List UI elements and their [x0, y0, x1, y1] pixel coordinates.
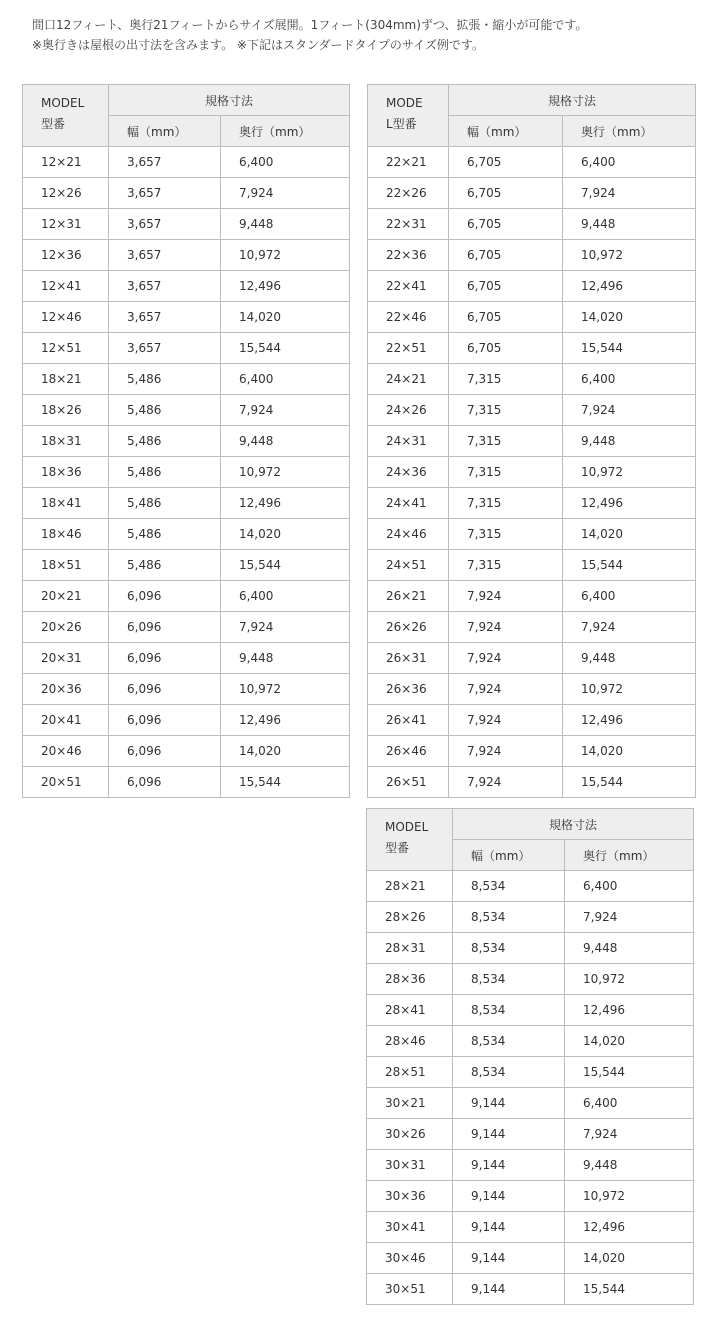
table-row	[368, 488, 696, 519]
table-body	[368, 147, 696, 798]
table-row	[23, 705, 350, 736]
depth-cell: 10,972	[221, 674, 350, 705]
width-header: 幅（mm）	[449, 116, 563, 147]
table-row	[23, 767, 350, 798]
width-cell: 6,705	[449, 302, 563, 333]
width-cell: 7,315	[449, 426, 563, 457]
width-cell: 7,315	[449, 519, 563, 550]
table-row	[368, 364, 696, 395]
model-cell: 18×31	[23, 426, 109, 457]
table-row	[368, 457, 696, 488]
depth-cell: 7,924	[221, 612, 350, 643]
width-cell: 7,924	[449, 581, 563, 612]
width-cell: 3,657	[109, 178, 221, 209]
depth-cell: 9,448	[221, 209, 350, 240]
depth-cell: 6,400	[221, 147, 350, 178]
model-cell: 24×31	[368, 426, 449, 457]
table-row	[23, 643, 350, 674]
model-cell: 20×41	[23, 705, 109, 736]
width-cell: 3,657	[109, 271, 221, 302]
model-cell: 22×31	[368, 209, 449, 240]
table-row	[23, 271, 350, 302]
width-cell: 9,144	[453, 1181, 565, 1212]
depth-cell: 15,544	[221, 333, 350, 364]
width-cell: 7,315	[449, 395, 563, 426]
table-row	[367, 1150, 694, 1181]
width-cell: 6,705	[449, 147, 563, 178]
table-row	[367, 902, 694, 933]
depth-cell: 10,972	[221, 240, 350, 271]
table-row	[367, 1181, 694, 1212]
model-cell: 20×31	[23, 643, 109, 674]
depth-cell: 10,972	[565, 964, 694, 995]
model-cell: 26×26	[368, 612, 449, 643]
width-cell: 6,096	[109, 674, 221, 705]
model-cell: 24×46	[368, 519, 449, 550]
width-cell: 5,486	[109, 364, 221, 395]
table-row	[368, 426, 696, 457]
table-row	[368, 240, 696, 271]
model-cell: 18×41	[23, 488, 109, 519]
table-row	[23, 364, 350, 395]
model-cell: 22×21	[368, 147, 449, 178]
depth-cell: 15,544	[563, 550, 696, 581]
width-cell: 7,924	[449, 612, 563, 643]
model-cell: 22×51	[368, 333, 449, 364]
width-cell: 9,144	[453, 1119, 565, 1150]
size-table-1	[22, 84, 350, 798]
width-cell: 6,096	[109, 736, 221, 767]
model-cell: 20×46	[23, 736, 109, 767]
model-header-label: MODEL	[41, 96, 85, 110]
width-cell: 8,534	[453, 995, 565, 1026]
depth-header: 奥行（mm）	[563, 116, 696, 147]
width-cell: 6,096	[109, 643, 221, 674]
depth-cell: 10,972	[563, 674, 696, 705]
table-row	[368, 209, 696, 240]
depth-cell: 9,448	[565, 1150, 694, 1181]
table-row	[368, 581, 696, 612]
table-row	[368, 705, 696, 736]
table-row	[368, 767, 696, 798]
table-row	[367, 1088, 694, 1119]
width-cell: 6,096	[109, 767, 221, 798]
table-row	[368, 395, 696, 426]
table-row	[23, 426, 350, 457]
table-row	[23, 612, 350, 643]
model-cell: 24×51	[368, 550, 449, 581]
model-cell: 28×46	[367, 1026, 453, 1057]
width-cell: 7,924	[449, 643, 563, 674]
model-cell: 24×26	[368, 395, 449, 426]
depth-cell: 6,400	[563, 147, 696, 178]
model-cell: 26×31	[368, 643, 449, 674]
table-row	[23, 147, 350, 178]
depth-cell: 10,972	[563, 240, 696, 271]
width-cell: 3,657	[109, 209, 221, 240]
spec-size-header: 規格寸法	[453, 809, 694, 840]
intro-line-2: ※奥行きは屋根の出寸法を含みます。 ※下記はスタンダードタイプのサイズ例です。	[32, 38, 484, 52]
depth-cell: 15,544	[563, 333, 696, 364]
table-row	[23, 581, 350, 612]
table-row	[23, 457, 350, 488]
depth-cell: 6,400	[563, 581, 696, 612]
model-cell: 20×36	[23, 674, 109, 705]
table-row	[368, 612, 696, 643]
table-row	[367, 1026, 694, 1057]
model-cell: 20×51	[23, 767, 109, 798]
model-cell: 28×36	[367, 964, 453, 995]
depth-cell: 12,496	[221, 271, 350, 302]
table-row	[368, 550, 696, 581]
depth-cell: 10,972	[565, 1181, 694, 1212]
width-cell: 5,486	[109, 550, 221, 581]
width-cell: 7,924	[449, 767, 563, 798]
width-cell: 8,534	[453, 1057, 565, 1088]
table-row	[367, 1119, 694, 1150]
depth-cell: 9,448	[563, 426, 696, 457]
spec-size-header: 規格寸法	[109, 85, 350, 116]
table-row	[23, 395, 350, 426]
model-header	[23, 85, 109, 147]
table-row	[368, 643, 696, 674]
width-cell: 6,096	[109, 705, 221, 736]
depth-cell: 14,020	[563, 736, 696, 767]
width-cell: 6,705	[449, 333, 563, 364]
model-cell: 30×26	[367, 1119, 453, 1150]
width-cell: 8,534	[453, 964, 565, 995]
width-cell: 9,144	[453, 1088, 565, 1119]
model-cell: 26×21	[368, 581, 449, 612]
table-row	[368, 302, 696, 333]
depth-cell: 14,020	[221, 302, 350, 333]
model-cell: 20×21	[23, 581, 109, 612]
depth-cell: 7,924	[565, 1119, 694, 1150]
model-cell: 22×41	[368, 271, 449, 302]
intro-line-1: 間口12フィート、奥行21フィートからサイズ展開。1フィート(304mm)ずつ、拡張・縮小が可能です。	[32, 18, 588, 32]
model-cell: 12×21	[23, 147, 109, 178]
depth-header: 奥行（mm）	[565, 840, 694, 871]
table-row	[23, 488, 350, 519]
model-header-label: MODEL	[385, 820, 429, 834]
model-header-sub: 型番	[41, 117, 66, 131]
depth-cell: 14,020	[563, 519, 696, 550]
table-row	[368, 178, 696, 209]
width-cell: 7,315	[449, 550, 563, 581]
model-cell: 22×36	[368, 240, 449, 271]
width-cell: 6,705	[449, 178, 563, 209]
model-cell: 18×26	[23, 395, 109, 426]
model-cell: 26×36	[368, 674, 449, 705]
model-cell: 30×46	[367, 1243, 453, 1274]
model-cell: 30×41	[367, 1212, 453, 1243]
depth-cell: 15,544	[565, 1057, 694, 1088]
width-cell: 5,486	[109, 426, 221, 457]
depth-cell: 12,496	[565, 995, 694, 1026]
depth-cell: 7,924	[563, 395, 696, 426]
width-cell: 7,924	[449, 705, 563, 736]
depth-cell: 9,448	[563, 643, 696, 674]
model-cell: 26×46	[368, 736, 449, 767]
width-cell: 8,534	[453, 1026, 565, 1057]
depth-header: 奥行（mm）	[221, 116, 350, 147]
depth-cell: 9,448	[221, 426, 350, 457]
table-row	[23, 240, 350, 271]
model-cell: 30×21	[367, 1088, 453, 1119]
depth-cell: 14,020	[563, 302, 696, 333]
model-header	[367, 809, 453, 871]
model-cell: 28×21	[367, 871, 453, 902]
depth-cell: 9,448	[563, 209, 696, 240]
width-cell: 7,924	[449, 736, 563, 767]
table-row	[23, 302, 350, 333]
depth-cell: 14,020	[221, 519, 350, 550]
model-cell: 28×41	[367, 995, 453, 1026]
table-row	[367, 1274, 694, 1305]
table-row	[368, 333, 696, 364]
depth-cell: 15,544	[221, 550, 350, 581]
width-cell: 5,486	[109, 519, 221, 550]
spec-size-header: 規格寸法	[449, 85, 696, 116]
model-cell: 26×51	[368, 767, 449, 798]
model-cell: 18×51	[23, 550, 109, 581]
table-row	[23, 209, 350, 240]
model-cell: 12×46	[23, 302, 109, 333]
depth-cell: 14,020	[565, 1243, 694, 1274]
model-cell: 18×21	[23, 364, 109, 395]
model-cell: 24×41	[368, 488, 449, 519]
width-cell: 7,315	[449, 488, 563, 519]
depth-cell: 15,544	[563, 767, 696, 798]
table-body	[367, 871, 694, 1305]
model-cell: 22×46	[368, 302, 449, 333]
width-cell: 8,534	[453, 871, 565, 902]
depth-cell: 9,448	[565, 933, 694, 964]
model-cell: 12×51	[23, 333, 109, 364]
model-cell: 26×41	[368, 705, 449, 736]
depth-cell: 12,496	[221, 705, 350, 736]
table-row	[367, 933, 694, 964]
width-header: 幅（mm）	[453, 840, 565, 871]
depth-cell: 7,924	[221, 178, 350, 209]
table-row	[368, 271, 696, 302]
width-cell: 8,534	[453, 933, 565, 964]
table-row	[23, 178, 350, 209]
table-row	[367, 1212, 694, 1243]
table-row	[367, 964, 694, 995]
model-cell: 30×36	[367, 1181, 453, 1212]
width-cell: 9,144	[453, 1243, 565, 1274]
depth-cell: 15,544	[221, 767, 350, 798]
model-cell: 30×31	[367, 1150, 453, 1181]
width-cell: 7,924	[449, 674, 563, 705]
size-table-3	[366, 808, 694, 1305]
model-cell: 20×26	[23, 612, 109, 643]
table-row	[368, 736, 696, 767]
depth-cell: 7,924	[221, 395, 350, 426]
model-header-sub: L型番	[386, 117, 417, 131]
model-cell: 24×36	[368, 457, 449, 488]
depth-cell: 7,924	[565, 902, 694, 933]
width-cell: 5,486	[109, 488, 221, 519]
width-cell: 7,315	[449, 457, 563, 488]
width-cell: 5,486	[109, 395, 221, 426]
model-cell: 12×36	[23, 240, 109, 271]
table-row	[23, 333, 350, 364]
model-cell: 22×26	[368, 178, 449, 209]
width-cell: 3,657	[109, 302, 221, 333]
model-cell: 12×31	[23, 209, 109, 240]
width-cell: 3,657	[109, 147, 221, 178]
depth-cell: 12,496	[565, 1212, 694, 1243]
model-cell: 24×21	[368, 364, 449, 395]
width-cell: 9,144	[453, 1150, 565, 1181]
table-row	[23, 674, 350, 705]
model-cell: 12×41	[23, 271, 109, 302]
table-row	[368, 519, 696, 550]
width-cell: 6,705	[449, 240, 563, 271]
depth-cell: 6,400	[565, 1088, 694, 1119]
depth-cell: 14,020	[565, 1026, 694, 1057]
table-row	[367, 1243, 694, 1274]
intro-text	[32, 15, 587, 55]
table-row	[367, 995, 694, 1026]
model-cell: 18×36	[23, 457, 109, 488]
depth-cell: 14,020	[221, 736, 350, 767]
model-cell: 28×26	[367, 902, 453, 933]
depth-cell: 12,496	[563, 488, 696, 519]
model-cell: 18×46	[23, 519, 109, 550]
table-row	[23, 519, 350, 550]
width-cell: 8,534	[453, 902, 565, 933]
model-header-sub: 型番	[385, 841, 410, 855]
depth-cell: 7,924	[563, 178, 696, 209]
table-row	[368, 674, 696, 705]
width-cell: 3,657	[109, 333, 221, 364]
size-table-2	[367, 84, 696, 798]
depth-cell: 15,544	[565, 1274, 694, 1305]
depth-cell: 6,400	[221, 364, 350, 395]
model-cell: 28×31	[367, 933, 453, 964]
depth-cell: 6,400	[221, 581, 350, 612]
depth-cell: 12,496	[563, 705, 696, 736]
depth-cell: 10,972	[563, 457, 696, 488]
model-header	[368, 85, 449, 147]
depth-cell: 9,448	[221, 643, 350, 674]
depth-cell: 6,400	[565, 871, 694, 902]
depth-cell: 12,496	[563, 271, 696, 302]
depth-cell: 10,972	[221, 457, 350, 488]
width-cell: 6,705	[449, 209, 563, 240]
model-header-label: MODE	[386, 96, 423, 110]
width-cell: 9,144	[453, 1212, 565, 1243]
width-cell: 6,705	[449, 271, 563, 302]
width-cell: 7,315	[449, 364, 563, 395]
model-cell: 28×51	[367, 1057, 453, 1088]
table-row	[367, 871, 694, 902]
width-cell: 6,096	[109, 612, 221, 643]
depth-cell: 12,496	[221, 488, 350, 519]
width-cell: 9,144	[453, 1274, 565, 1305]
table-row	[23, 550, 350, 581]
width-cell: 5,486	[109, 457, 221, 488]
depth-cell: 6,400	[563, 364, 696, 395]
table-row	[23, 736, 350, 767]
model-cell: 12×26	[23, 178, 109, 209]
model-cell: 30×51	[367, 1274, 453, 1305]
width-header: 幅（mm）	[109, 116, 221, 147]
table-body	[23, 147, 350, 798]
width-cell: 6,096	[109, 581, 221, 612]
depth-cell: 7,924	[563, 612, 696, 643]
width-cell: 3,657	[109, 240, 221, 271]
table-row	[368, 147, 696, 178]
table-row	[367, 1057, 694, 1088]
